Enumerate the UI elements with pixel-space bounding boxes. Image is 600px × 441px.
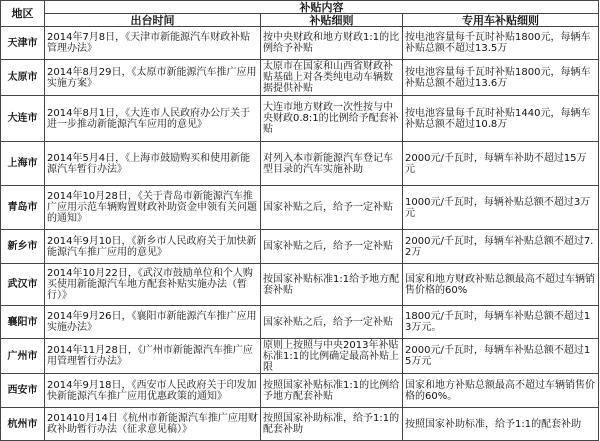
- date-cell: 201410月14日《杭州市新能源汽车推广应用财政补助暂行办法（征求意见稿）》: [45, 408, 261, 441]
- region-cell: 广州市: [1, 339, 45, 374]
- date-cell: 2014年11月28日，《广州市新能源汽车推广应用管理暂行办法》: [45, 339, 261, 374]
- date-cell: 2014年7月8日，《天津市新能源汽车财政补贴管理办法》: [45, 27, 261, 60]
- detail-cell: 国家补贴之后，给予一定补贴: [261, 306, 403, 339]
- table-row: [1, 306, 599, 339]
- table-row: [1, 142, 599, 186]
- region-cell: 杭州市: [1, 408, 45, 441]
- table-row: [1, 60, 599, 96]
- table-row: [1, 27, 599, 60]
- special-cell: 2000元/千瓦时，每辆车补贴总额不超过15万元: [403, 339, 599, 374]
- table-row: [1, 96, 599, 142]
- table-body: [1, 27, 599, 441]
- table-row: [1, 264, 599, 306]
- detail-cell: 太原市在国家和山西省财政补贴基础上对各类纯电动车辆数据提供补贴: [261, 60, 403, 96]
- region-cell: 上海市: [1, 142, 45, 186]
- detail-cell: 按中央财政和地方财政1:1的比例给予补贴: [261, 27, 403, 60]
- date-cell: 2014年8月29日，《太原市新能源汽车推广应用实施方案》: [45, 60, 261, 96]
- table-row: [1, 408, 599, 441]
- special-cell: 按照国家补助标准，给予1:1的配套补助: [403, 408, 599, 441]
- table-row: [1, 230, 599, 264]
- region-cell: 西安市: [1, 374, 45, 408]
- table-row: [1, 186, 599, 230]
- detail-cell: 按照国家补贴标准1:1的比例给予地方配套补贴: [261, 374, 403, 408]
- header-detail: 补贴细则: [261, 14, 403, 27]
- header-content: 补贴内容: [45, 1, 599, 14]
- detail-cell: 按照国家补助标准，给予1:1的配套补助: [261, 408, 403, 441]
- header-region: 地区: [1, 1, 45, 27]
- special-cell: 1000元/千瓦时，每辆补贴总额不超过3万元: [403, 186, 599, 230]
- date-cell: 2014年10月22日，《武汉市鼓励单位和个人购买使用新能源汽车地方配套补贴实施办法（暂行）》: [45, 264, 261, 306]
- header-special: 专用车补贴细则: [403, 14, 599, 27]
- detail-cell: 国家补贴之后，给予一定补贴: [261, 186, 403, 230]
- special-cell: 国家和地方财政补贴总额最高不超过车辆销售价格的60%: [403, 264, 599, 306]
- special-cell: 2000元/千瓦时，每辆车补助不超过15万元: [403, 142, 599, 186]
- detail-cell: 国家补贴之后，给予一定补贴: [261, 230, 403, 264]
- detail-cell: 原则上按照与中央2013年补贴标准1:1的比例确定最高补贴上限: [261, 339, 403, 374]
- table-row: [1, 374, 599, 408]
- region-cell: 天津市: [1, 27, 45, 60]
- special-cell: 1800元/千瓦时，每辆车补贴总额不超过13万元。: [403, 306, 599, 339]
- date-cell: 2014年9月26日，《襄阳市新能源汽车推广应用实施办法》: [45, 306, 261, 339]
- special-cell: 按电池容量每千瓦时补贴1800元，每辆车补贴总额不超过13.5万: [403, 27, 599, 60]
- special-cell: 国家和地方补贴总额最高不超过车辆销售价格的60%。: [403, 374, 599, 408]
- detail-cell: 对列入本市新能源汽车登记车型目录的汽车实施补助: [261, 142, 403, 186]
- detail-cell: 按国家补贴标准1:1给予地方配套补贴: [261, 264, 403, 306]
- special-cell: 按电池容量每千瓦时补贴1800元，每辆车补贴总额不超过13.6万: [403, 60, 599, 96]
- date-cell: 2014年8月1日，《大连市人民政府办公厅关于进一步推动新能源汽车应用的意见》: [45, 96, 261, 142]
- date-cell: 2014年9月10日，《新乡市人民政府关于加快新能源汽车推广应用的意见》: [45, 230, 261, 264]
- table-row: [1, 339, 599, 374]
- region-cell: 青岛市: [1, 186, 45, 230]
- region-cell: 新乡市: [1, 230, 45, 264]
- detail-cell: 大连市地方财政一次性按与中央财政0.8:1的比例给予配套补贴: [261, 96, 403, 142]
- date-cell: 2014年10月28日，《关于青岛市新能源汽车推广应用示范车辆购置财政补助资金申领有关问题的通知》: [45, 186, 261, 230]
- date-cell: 2014年9月18日，《西安市人民政府关于印发加快新能源汽车推广应用优惠政策的通知》: [45, 374, 261, 408]
- special-cell: 按电池容量每千瓦时补贴1440元，每辆车补贴总额不超过10.8万: [403, 96, 599, 142]
- special-cell: 2000元/千瓦时，每辆车补贴总额不超过7.2万: [403, 230, 599, 264]
- date-cell: 2014年5月4日，《上海市鼓励购买和使用新能源汽车暂行办法》: [45, 142, 261, 186]
- header-date: 出台时间: [45, 14, 261, 27]
- region-cell: 襄阳市: [1, 306, 45, 339]
- region-cell: 大连市: [1, 96, 45, 142]
- region-cell: 太原市: [1, 60, 45, 96]
- region-cell: 武汉市: [1, 264, 45, 306]
